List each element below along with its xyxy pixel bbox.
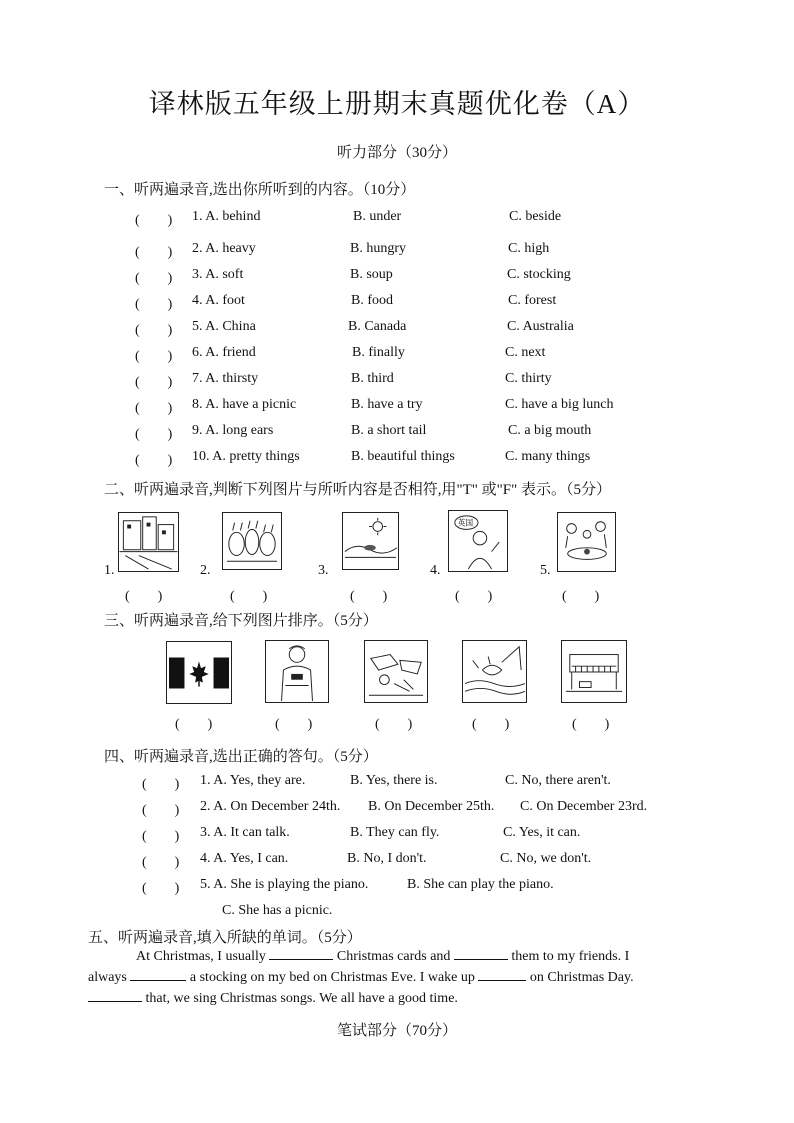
- option-b: B. a short tail: [351, 423, 427, 438]
- option-c: C. No, there aren't.: [505, 773, 611, 788]
- option-b: B. under: [353, 209, 402, 224]
- paren[interactable]: ( ): [142, 855, 180, 870]
- answer-parentheses[interactable]: ( ): [125, 589, 163, 604]
- fill-blank[interactable]: [478, 966, 526, 981]
- picture-number: 3.: [318, 563, 329, 578]
- answer-parentheses[interactable]: ( ): [175, 717, 213, 732]
- answer-parentheses[interactable]: ( ): [572, 717, 610, 732]
- answer-parentheses[interactable]: ( ): [135, 297, 173, 312]
- option-b: B. Yes, there is.: [350, 773, 438, 788]
- answer-parentheses[interactable]: ( ): [135, 375, 173, 390]
- section3-heading: 三、听两遍录音,给下列图片排序。（5分）: [104, 613, 378, 629]
- family-dinner-picture: [557, 512, 616, 572]
- piano-picture: [561, 640, 627, 703]
- canada-flag-picture: [166, 641, 232, 704]
- section2-heading: 二、听两遍录音,判断下列图片与所听内容是否相符,用"T" 或"F" 表示。（5分）: [104, 482, 612, 498]
- section4-heading: 四、听两遍录音,选出正确的答句。（5分）: [104, 749, 378, 765]
- fill-blank[interactable]: [130, 966, 186, 981]
- answer-parentheses[interactable]: ( ): [135, 427, 173, 442]
- answer-parentheses[interactable]: ( ): [135, 323, 173, 338]
- option-c: C. On December 23rd.: [520, 799, 648, 814]
- cloze-line-2: always a stocking on my bed on Christmas Eve. I wake up on Christmas Day.: [88, 966, 634, 988]
- animals-group-picture: [222, 512, 282, 570]
- answer-parentheses[interactable]: ( ): [135, 213, 173, 228]
- option-b: B. third: [351, 371, 394, 386]
- option-a: 9. A. long ears: [192, 423, 274, 438]
- answer-parentheses[interactable]: ( ): [472, 717, 510, 732]
- man-uniform-picture: [265, 640, 329, 703]
- answer-parentheses[interactable]: ( ): [455, 589, 493, 604]
- answer-parentheses[interactable]: ( ): [275, 717, 313, 732]
- answer-parentheses[interactable]: ( ): [135, 271, 173, 286]
- picture-number: 4.: [430, 563, 441, 578]
- option-a: 3. A. It can talk.: [200, 825, 290, 840]
- option-a: 1. A. behind: [192, 209, 261, 224]
- fill-blank[interactable]: [88, 987, 142, 1002]
- fishing-picture: [462, 640, 527, 703]
- option-c: C. Australia: [507, 319, 574, 334]
- option-c: C. next: [505, 345, 546, 360]
- cloze-line-3: that, we sing Christmas songs. We all have a good time.: [88, 987, 458, 1009]
- option-c: C. beside: [509, 209, 562, 224]
- option-b: B. She can play the piano.: [407, 877, 554, 892]
- man-speech-bubble-picture: [448, 510, 508, 572]
- speech-bubble-text: 英国: [457, 518, 474, 528]
- answer-parentheses[interactable]: ( ): [230, 589, 268, 604]
- option-b: B. No, I don't.: [347, 851, 427, 866]
- option-c: C. have a big lunch: [505, 397, 614, 412]
- option-c: C. thirty: [505, 371, 552, 386]
- option-b: B. They can fly.: [350, 825, 440, 840]
- option-a: 5. A. China: [192, 319, 256, 334]
- option-c: C. high: [508, 241, 550, 256]
- option-c: C. a big mouth: [508, 423, 592, 438]
- answer-parentheses[interactable]: ( ): [350, 589, 388, 604]
- option-b: B. finally: [352, 345, 405, 360]
- option-c: C. forest: [508, 293, 557, 308]
- fill-blank[interactable]: [269, 945, 333, 960]
- option-a: 4. A. Yes, I can.: [200, 851, 289, 866]
- option-a: 1. A. Yes, they are.: [200, 773, 306, 788]
- option-a: 10. A. pretty things: [192, 449, 300, 464]
- option-a: 4. A. foot: [192, 293, 245, 308]
- paren[interactable]: ( ): [142, 803, 180, 818]
- option-b: B. beautiful things: [351, 449, 455, 464]
- answer-parentheses[interactable]: ( ): [135, 401, 173, 416]
- option-a: 8. A. have a picnic: [192, 397, 297, 412]
- picture-number: 1.: [104, 563, 115, 578]
- option-a: 2. A. On December 24th.: [200, 799, 341, 814]
- paren[interactable]: ( ): [142, 829, 180, 844]
- answer-parentheses[interactable]: ( ): [135, 245, 173, 260]
- paren[interactable]: ( ): [142, 881, 180, 896]
- answer-parentheses[interactable]: ( ): [135, 453, 173, 468]
- option-a: 2. A. heavy: [192, 241, 256, 256]
- option-c: C. No, we don't.: [500, 851, 592, 866]
- option-b: B. soup: [350, 267, 393, 282]
- option-a: 6. A. friend: [192, 345, 256, 360]
- option-b: B. have a try: [351, 397, 423, 412]
- sun-field-picture: [342, 512, 399, 570]
- option-c: C. stocking: [507, 267, 571, 282]
- answer-parentheses[interactable]: ( ): [375, 717, 413, 732]
- section5-heading: 五、听两遍录音,填入所缺的单词。（5分）: [88, 930, 362, 946]
- answer-parentheses[interactable]: ( ): [135, 349, 173, 364]
- option-b: B. On December 25th.: [368, 799, 495, 814]
- option-a: 3. A. soft: [192, 267, 244, 282]
- option-c: C. many things: [505, 449, 591, 464]
- picture-number: 2.: [200, 563, 211, 578]
- city-street-picture: [118, 512, 179, 572]
- option-b: B. Canada: [348, 319, 407, 334]
- option-c: C. Yes, it can.: [503, 825, 581, 840]
- page-title: 译林版五年级上册期末真题优化卷（A）: [148, 89, 646, 119]
- workshop-picture: [364, 640, 428, 703]
- listening-header: 听力部分（30分）: [336, 145, 457, 161]
- written-header: 笔试部分（70分）: [336, 1023, 457, 1039]
- option-c: C. She has a picnic.: [222, 903, 333, 918]
- option-b: B. hungry: [350, 241, 406, 256]
- paren[interactable]: ( ): [142, 777, 180, 792]
- option-a: 5. A. She is playing the piano.: [200, 877, 369, 892]
- answer-parentheses[interactable]: ( ): [562, 589, 600, 604]
- cloze-line-1: At Christmas, I usually Christmas cards and them to my friends. I: [136, 945, 629, 967]
- fill-blank[interactable]: [454, 945, 508, 960]
- section1-heading: 一、听两遍录音,选出你所听到的内容。（10分）: [104, 182, 416, 198]
- option-b: B. food: [351, 293, 393, 308]
- picture-number: 5.: [540, 563, 551, 578]
- option-a: 7. A. thirsty: [192, 371, 259, 386]
